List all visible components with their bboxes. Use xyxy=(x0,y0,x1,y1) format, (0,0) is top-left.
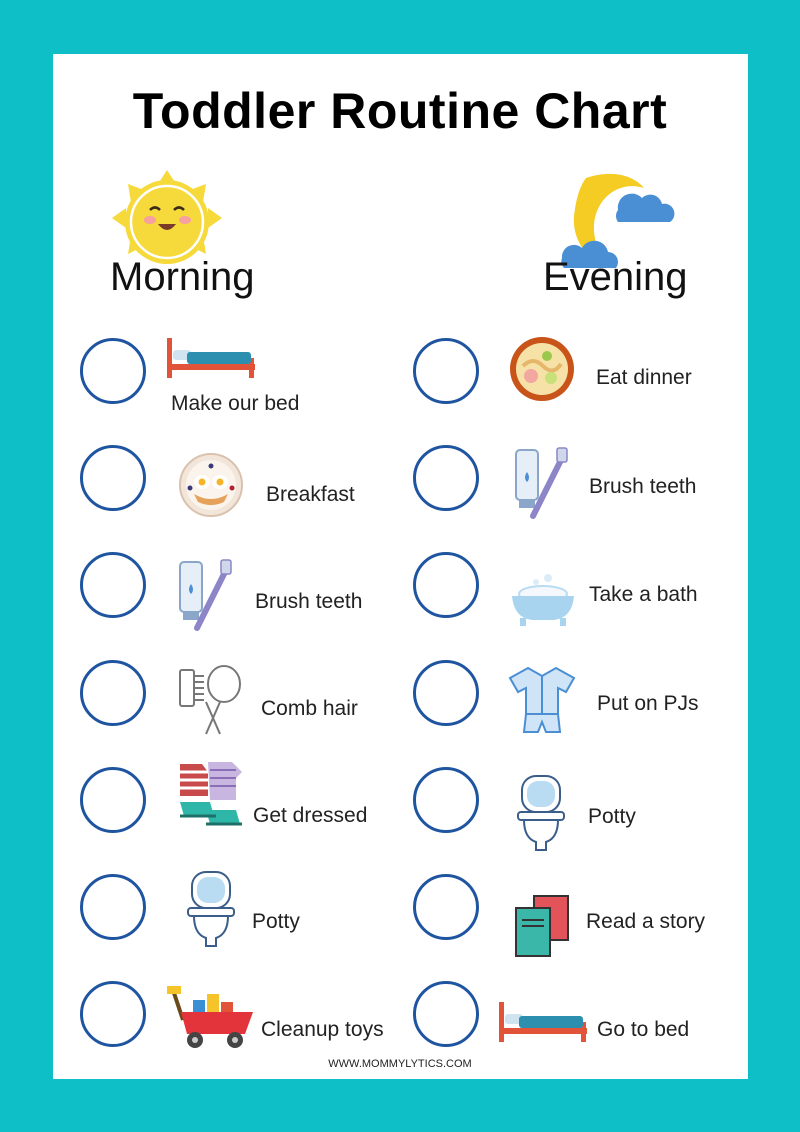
checkbox-make-our-bed[interactable] xyxy=(80,338,146,404)
label-read-a-story: Read a story xyxy=(586,910,706,933)
checkbox-potty-morning[interactable] xyxy=(80,874,146,940)
evening-heading: Evening xyxy=(543,255,688,299)
checkbox-get-dressed[interactable] xyxy=(80,767,146,833)
toy-wagon-icon xyxy=(165,986,255,1050)
checkbox-put-on-pjs[interactable] xyxy=(413,660,479,726)
morning-heading: Morning xyxy=(110,255,255,299)
checkbox-brush-teeth-evening[interactable] xyxy=(413,445,479,511)
checkbox-potty-evening[interactable] xyxy=(413,767,479,833)
label-cleanup-toys: Cleanup toys xyxy=(261,1018,384,1041)
label-take-a-bath: Take a bath xyxy=(589,583,698,606)
page-title: Toddler Routine Chart xyxy=(132,83,668,139)
toothbrush-icon xyxy=(177,558,235,632)
checkbox-go-to-bed[interactable] xyxy=(413,981,479,1047)
comb-mirror-icon xyxy=(176,664,244,738)
books-icon xyxy=(514,894,570,958)
checkbox-breakfast[interactable] xyxy=(80,445,146,511)
dinner-bowl-icon xyxy=(509,336,575,402)
checkbox-take-a-bath[interactable] xyxy=(413,552,479,618)
sun-icon xyxy=(108,170,226,266)
bathtub-icon xyxy=(508,562,578,630)
checkbox-eat-dinner[interactable] xyxy=(413,338,479,404)
bed-icon xyxy=(165,336,257,380)
breakfast-plate-icon xyxy=(178,452,244,518)
label-get-dressed: Get dressed xyxy=(253,804,368,827)
clothes-icon xyxy=(176,758,246,830)
label-potty-morning: Potty xyxy=(252,910,300,933)
checkbox-cleanup-toys[interactable] xyxy=(80,981,146,1047)
footer-url: WWW.MOMMYLYTICS.COM xyxy=(328,1058,472,1070)
toothbrush-icon xyxy=(513,446,571,520)
checkbox-brush-teeth-morning[interactable] xyxy=(80,552,146,618)
label-make-our-bed: Make our bed xyxy=(171,392,300,415)
label-go-to-bed: Go to bed xyxy=(597,1018,690,1041)
bed-icon xyxy=(497,1000,589,1044)
toilet-icon xyxy=(186,870,236,950)
label-eat-dinner: Eat dinner xyxy=(596,366,692,389)
pajamas-icon xyxy=(508,666,576,734)
label-brush-teeth-evening: Brush teeth xyxy=(589,475,697,498)
label-potty-evening: Potty xyxy=(588,805,636,828)
label-brush-teeth-morning: Brush teeth xyxy=(255,590,363,613)
label-comb-hair: Comb hair xyxy=(261,697,358,720)
toilet-icon xyxy=(516,774,566,854)
label-breakfast: Breakfast xyxy=(266,483,355,506)
label-put-on-pjs: Put on PJs xyxy=(597,692,699,715)
checkbox-read-a-story[interactable] xyxy=(413,874,479,940)
checkbox-comb-hair[interactable] xyxy=(80,660,146,726)
